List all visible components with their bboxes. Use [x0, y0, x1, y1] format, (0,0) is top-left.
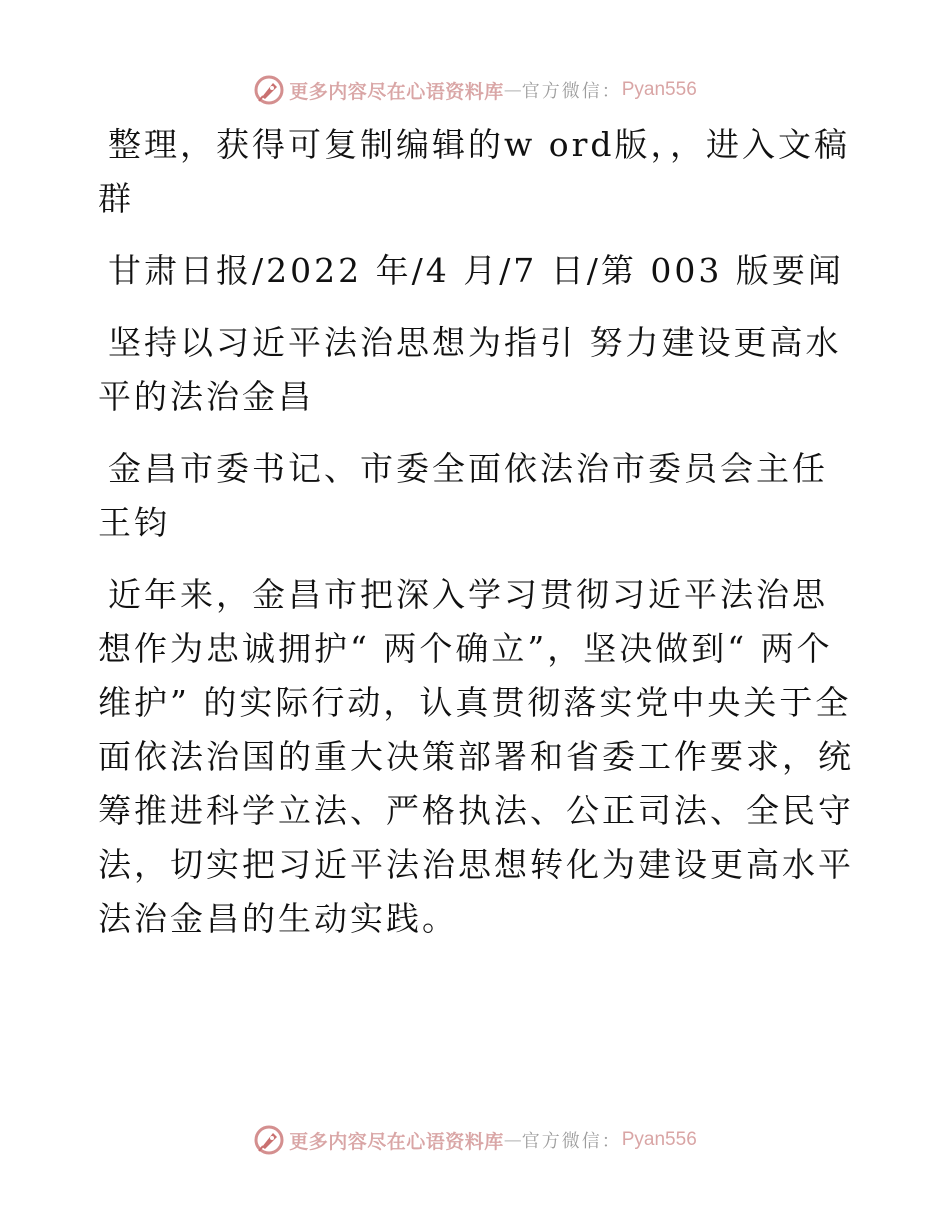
watermark-wechat-label: 官方微信：	[521, 81, 622, 102]
footer-watermark	[0, 1120, 950, 1160]
watermark-dash: —	[503, 1129, 522, 1151]
document-body	[98, 118, 858, 964]
pen-nib-logo-icon	[253, 74, 285, 106]
article-title: 坚持以习近平法治思想为指引 努力建设更高水平的法治金昌	[98, 323, 842, 416]
source-line: 甘肃日报/2022 年/4 月/7 日/第 003 版要闻	[108, 251, 844, 290]
watermark-brand-text: 更多内容尽在心语资料库	[289, 80, 504, 103]
watermark-dash: —	[503, 79, 522, 101]
header-watermark	[0, 70, 950, 110]
watermark-wechat-label: 官方微信：	[521, 1131, 622, 1152]
watermark-wechat-id: Pyan556	[621, 1129, 697, 1150]
author-line: 金昌市委书记、市委全面依法治市委员会主任 王钧	[98, 449, 828, 542]
intro-note: 整理，获得可复制编辑的w ord版，，进入文稿群	[98, 125, 851, 218]
pen-nib-logo-icon	[253, 1124, 285, 1156]
watermark-brand-text: 更多内容尽在心语资料库	[289, 1130, 504, 1153]
body-paragraph: 近年来，金昌市把深入学习贯彻习近平法治思想作为忠诚拥护“ 两个确立”，坚决做到“ 两个维护” 的实际行动，认真贯彻落实党中央关于全面依法治国的重大决策部署和省委工作要求，统筹推进科学立法、严格执法、公正司法、全民守法，切实把习近平法治思想转化为建设更高水平法治金昌的生动实践。	[98, 575, 854, 938]
watermark-wechat-id: Pyan556	[621, 79, 697, 100]
